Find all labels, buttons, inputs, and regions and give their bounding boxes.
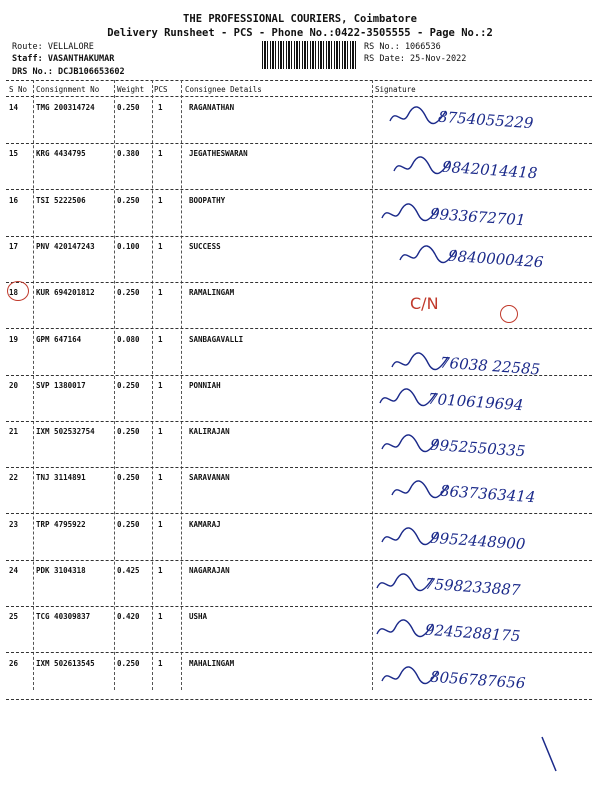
row-consignment-no: PNV 420147243: [36, 241, 95, 251]
handwritten-phone: 9933672701: [429, 204, 526, 229]
row-pcs: 1: [158, 427, 163, 437]
drs-number: DRS No.: DCJB106653602: [12, 67, 125, 77]
table-row: [0, 238, 600, 284]
row-sno: 26: [9, 658, 19, 668]
signature-scribble: [375, 570, 435, 596]
row-consignment-no: GPM 647164: [36, 334, 82, 344]
header-divider-bottom: [6, 96, 592, 97]
row-sno: 20: [9, 380, 19, 390]
row-weight: 0.250: [117, 380, 140, 390]
row-pcs: 1: [158, 195, 163, 205]
handwritten-phone: 7010619694: [427, 389, 524, 415]
row-consignee: NAGARAJAN: [189, 566, 230, 575]
row-pcs: 1: [158, 380, 163, 390]
handwritten-phone: 9245288175: [424, 620, 521, 646]
handwritten-phone: 7598233887: [424, 574, 521, 600]
row-weight: 0.080: [117, 334, 140, 344]
rs-number: RS No.: 1066536: [364, 42, 441, 52]
row-divider: [6, 652, 592, 653]
row-consignee: JEGATHESWARAN: [189, 149, 248, 159]
handwritten-phone: 8637363414: [439, 482, 536, 507]
row-pcs: 1: [158, 334, 163, 344]
table-row: [0, 331, 600, 377]
col-sno: S No: [9, 85, 28, 94]
row-sno: 24: [9, 566, 19, 575]
table-row: [0, 377, 600, 423]
row-sno: 23: [9, 519, 19, 529]
row-pcs: 1: [158, 612, 163, 622]
rs-date: RS Date: 25-Nov-2022: [364, 54, 467, 64]
row-consignee: SANBAGAVALLI: [189, 334, 244, 344]
handwritten-phone: 9952550335: [429, 435, 526, 461]
col-weight: Weight: [117, 85, 145, 94]
row-consignee: KAMARAJ: [189, 519, 221, 529]
barcode: [262, 41, 358, 69]
row-circle-mark: [7, 281, 29, 301]
row-weight: 0.250: [117, 288, 140, 298]
row-sno: 25: [9, 612, 19, 622]
row-pcs: 1: [158, 519, 163, 529]
table-row: [0, 562, 600, 608]
signature-scribble: [390, 349, 450, 375]
row-divider: [6, 375, 592, 376]
row-sno: 14: [9, 103, 19, 112]
pen-stroke: [540, 735, 560, 775]
row-pcs: 1: [158, 149, 163, 159]
row-consignee: SUCCESS: [189, 241, 221, 251]
row-weight: 0.425: [117, 566, 140, 575]
signature-scribble: [378, 385, 438, 411]
signature-scribble: [392, 153, 452, 179]
row-consignee: USHA: [189, 612, 208, 622]
row-consignee: KALIRAJAN: [189, 427, 230, 437]
row-consignment-no: KRG 4434795: [36, 149, 86, 159]
row-divider: [6, 328, 592, 329]
row-divider: [6, 189, 592, 190]
row-pcs: 1: [158, 288, 163, 298]
row-consignee: PONNIAH: [189, 380, 221, 390]
signature-scribble: [388, 103, 448, 129]
cn-stamp: C/N: [410, 294, 439, 314]
row-sno: 17: [9, 241, 19, 251]
row-sno: 15: [9, 149, 19, 159]
row-pcs: 1: [158, 241, 163, 251]
col-pcs: PCS: [154, 85, 168, 94]
row-divider: [6, 421, 592, 422]
row-consignee: BOOPATHY: [189, 195, 226, 205]
signature-scribble: [380, 431, 440, 457]
row-pcs: 1: [158, 103, 163, 112]
row-divider: [6, 513, 592, 514]
table-row: [0, 516, 600, 562]
table-row: [0, 99, 600, 145]
row-sno: 18: [9, 288, 19, 298]
row-consignment-no: SVP 1380017: [36, 380, 86, 390]
row-weight: 0.250: [117, 195, 140, 205]
row-weight: 0.250: [117, 658, 140, 668]
table-row: [0, 608, 600, 654]
row-pcs: 1: [158, 566, 163, 575]
table-row: [0, 469, 600, 515]
row-consignee: SARAVANAN: [189, 473, 230, 483]
row-weight: 0.250: [117, 103, 140, 112]
handwritten-phone: 76038 22585: [439, 353, 541, 378]
row-sno: 21: [9, 427, 19, 437]
row-consignment-no: IXM 502613545: [36, 658, 95, 668]
runsheet-subtitle: Delivery Runsheet - PCS - Phone No.:0422-3505555 - Page No.:2: [107, 27, 493, 39]
row-divider: [6, 606, 592, 607]
row-consignment-no: TNJ 3114891: [36, 473, 86, 483]
row-divider: [6, 236, 592, 237]
table-row: [0, 423, 600, 469]
row-weight: 0.420: [117, 612, 140, 622]
row-divider: [6, 560, 592, 561]
row-pcs: 1: [158, 658, 163, 668]
row-weight: 0.380: [117, 149, 140, 159]
handwritten-phone: 9842014418: [441, 157, 538, 183]
row-sno: 22: [9, 473, 19, 483]
row-weight: 0.250: [117, 427, 140, 437]
row-pcs: 1: [158, 473, 163, 483]
row-consignment-no: PDK 3104318: [36, 566, 86, 575]
handwritten-phone: 8754055229: [437, 107, 534, 133]
signature-scribble: [380, 663, 440, 689]
col-consignee: Consignee Details: [185, 85, 262, 94]
row-divider: [6, 143, 592, 144]
row-consignment-no: IXM 502532754: [36, 427, 95, 437]
signature-scribble: [375, 616, 435, 642]
table-row: [0, 655, 600, 701]
handwritten-phone: 9840000426: [447, 246, 544, 272]
signature-scribble: [398, 242, 458, 268]
row-consignment-no: TCG 40309837: [36, 612, 91, 622]
row-consignee: MAHALINGAM: [189, 658, 235, 668]
row-sno: 16: [9, 195, 19, 205]
row-consignee: RAMALINGAM: [189, 288, 235, 298]
col-consignment: Consignment No: [36, 85, 100, 94]
header-divider-top: [6, 80, 592, 81]
row-consignment-no: TSI 5222506: [36, 195, 86, 205]
col-signature: Signature: [375, 85, 416, 94]
stamp-circle: [500, 305, 518, 323]
row-weight: 0.250: [117, 473, 140, 483]
table-row: [0, 192, 600, 238]
signature-scribble: [380, 524, 440, 550]
row-divider: [6, 467, 592, 468]
table-row: [0, 145, 600, 191]
signature-scribble: [380, 200, 440, 226]
row-weight: 0.250: [117, 519, 140, 529]
row-consignment-no: TRP 4795922: [36, 519, 86, 529]
signature-scribble: [390, 477, 450, 503]
row-consignment-no: TMG 200314724: [36, 103, 95, 112]
row-consignment-no: KUR 694201812: [36, 288, 95, 298]
row-weight: 0.100: [117, 241, 140, 251]
route-label: Route: VELLALORE: [12, 42, 94, 52]
company-title: THE PROFESSIONAL COURIERS, Coimbatore: [183, 13, 417, 25]
staff-label: Staff: VASANTHAKUMAR: [12, 54, 115, 64]
row-consignee: RAGANATHAN: [189, 103, 235, 112]
row-divider: [6, 282, 592, 283]
handwritten-phone: 8056787656: [429, 667, 526, 692]
row-divider: [6, 699, 592, 700]
row-sno: 19: [9, 334, 19, 344]
handwritten-phone: 9952448900: [429, 528, 526, 553]
